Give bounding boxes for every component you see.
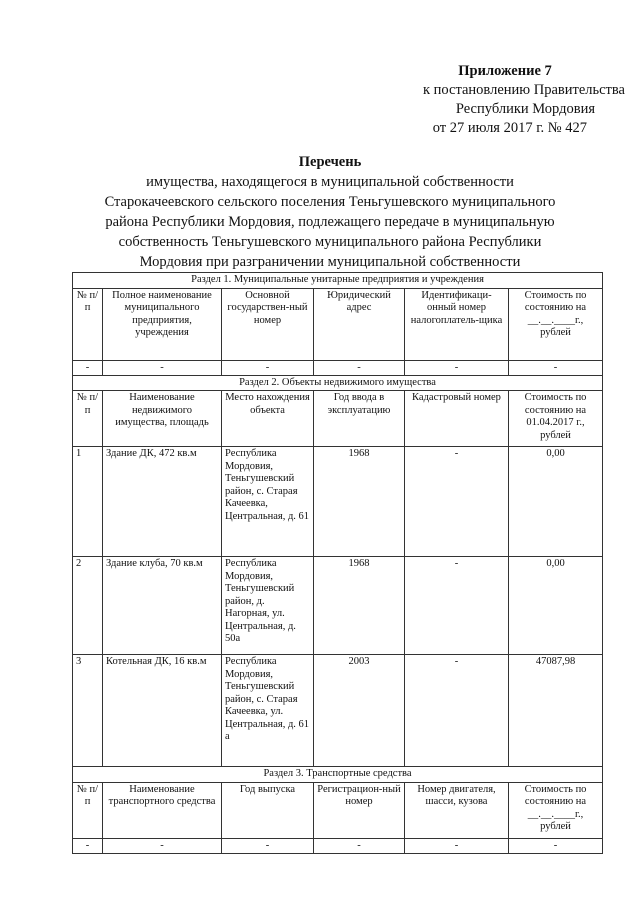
header-cell: № п/п (73, 391, 103, 447)
cell: Республика Мордовия, Теньгушевский район, д. Нагорная, ул. Центральная, д. 50а (222, 557, 314, 655)
cell: 47087,98 (509, 655, 603, 767)
table-row (73, 655, 603, 767)
table-header-row (73, 288, 603, 360)
section-title-row (73, 375, 603, 391)
title-line: района Республики Мордовия, подлежащего передаче в муниципальную (105, 214, 555, 230)
appendix-date: от 27 июля 2017 г. № 427 (432, 120, 587, 136)
title-line: имущества, находящегося в муниципальной собственности (146, 174, 514, 190)
section-title-row (73, 273, 603, 289)
cell: 0,00 (509, 557, 603, 655)
cell: 2003 (314, 655, 405, 767)
header-cell: Год выпуска (222, 782, 314, 838)
section2-title: Раздел 2. Объекты недвижимого имущества (73, 375, 603, 391)
cell: - (509, 360, 603, 375)
header-cell: Стоимость по состоянию на __.__.____г., рублей (509, 782, 603, 838)
cell: - (73, 360, 103, 375)
table-header-row (73, 782, 603, 838)
section-title-row (73, 767, 603, 783)
table-row (73, 360, 603, 375)
cell: - (314, 838, 405, 853)
cell: - (509, 838, 603, 853)
header-cell: Место нахождения объекта (222, 391, 314, 447)
cell: 1968 (314, 557, 405, 655)
cell: Здание ДК, 472 кв.м (103, 447, 222, 557)
cell: 1 (73, 447, 103, 557)
header-cell: № п/п (73, 782, 103, 838)
title-line: собственность Теньгушевского муниципального района Республики (118, 234, 542, 250)
cell: - (222, 838, 314, 853)
cell: - (405, 360, 509, 375)
table-header-row (73, 391, 603, 447)
header-cell: Юридический адрес (314, 288, 405, 360)
header-cell: Стоимость по состоянию на 01.04.2017 г., рублей (509, 391, 603, 447)
header-cell: Полное наименование муниципального предприятия, учреждения (103, 288, 222, 360)
header-cell: Идентификаци-онный номер налогоплатель-щика (405, 288, 509, 360)
table-row (73, 557, 603, 655)
property-table (72, 272, 603, 854)
section3-title: Раздел 3. Транспортные средства (73, 767, 603, 783)
cell: - (222, 360, 314, 375)
cell: - (103, 838, 222, 853)
header-cell: Стоимость по состоянию на __.__.____г., рублей (509, 288, 603, 360)
document-title (60, 152, 600, 272)
cell: Здание клуба, 70 кв.м (103, 557, 222, 655)
cell: Республика Мордовия, Теньгушевский район, с. Старая Качеевка, Центральная, д. 61 (222, 447, 314, 557)
header-cell: Год ввода в эксплуатацию (314, 391, 405, 447)
title-heading: Перечень (298, 154, 362, 170)
appendix-ref-2: Республики Мордовия (455, 101, 595, 117)
appendix-ref-1: к постановлению Правительства (423, 82, 625, 98)
document-header (355, 62, 625, 138)
cell: - (405, 447, 509, 557)
header-cell: Регистрацион-ный номер (314, 782, 405, 838)
cell: - (405, 557, 509, 655)
section1-title: Раздел 1. Муниципальные унитарные предприятия и учреждения (73, 273, 603, 289)
cell: 2 (73, 557, 103, 655)
cell: 1968 (314, 447, 405, 557)
header-cell: Основной государствен-ный номер (222, 288, 314, 360)
appendix-number: Приложение 7 (458, 63, 552, 79)
cell: - (405, 655, 509, 767)
cell: 0,00 (509, 447, 603, 557)
header-cell: Номер двигателя, шасси, кузова (405, 782, 509, 838)
title-line: Старокачеевского сельского поселения Теньгушевского муниципального (104, 194, 556, 210)
cell: Котельная ДК, 16 кв.м (103, 655, 222, 767)
header-cell: № п/п (73, 288, 103, 360)
header-cell: Наименование недвижимого имущества, площадь (103, 391, 222, 447)
cell: - (405, 838, 509, 853)
header-cell: Наименование транспортного средства (103, 782, 222, 838)
table-row (73, 447, 603, 557)
cell: - (314, 360, 405, 375)
cell: - (103, 360, 222, 375)
cell: Республика Мордовия, Теньгушевский район, с. Старая Качеевка, ул. Центральная, д. 61 а (222, 655, 314, 767)
header-cell: Кадастровый номер (405, 391, 509, 447)
title-line: Мордовия при разграничении муниципальной собственности (139, 254, 521, 270)
cell: 3 (73, 655, 103, 767)
table-row (73, 838, 603, 853)
cell: - (73, 838, 103, 853)
